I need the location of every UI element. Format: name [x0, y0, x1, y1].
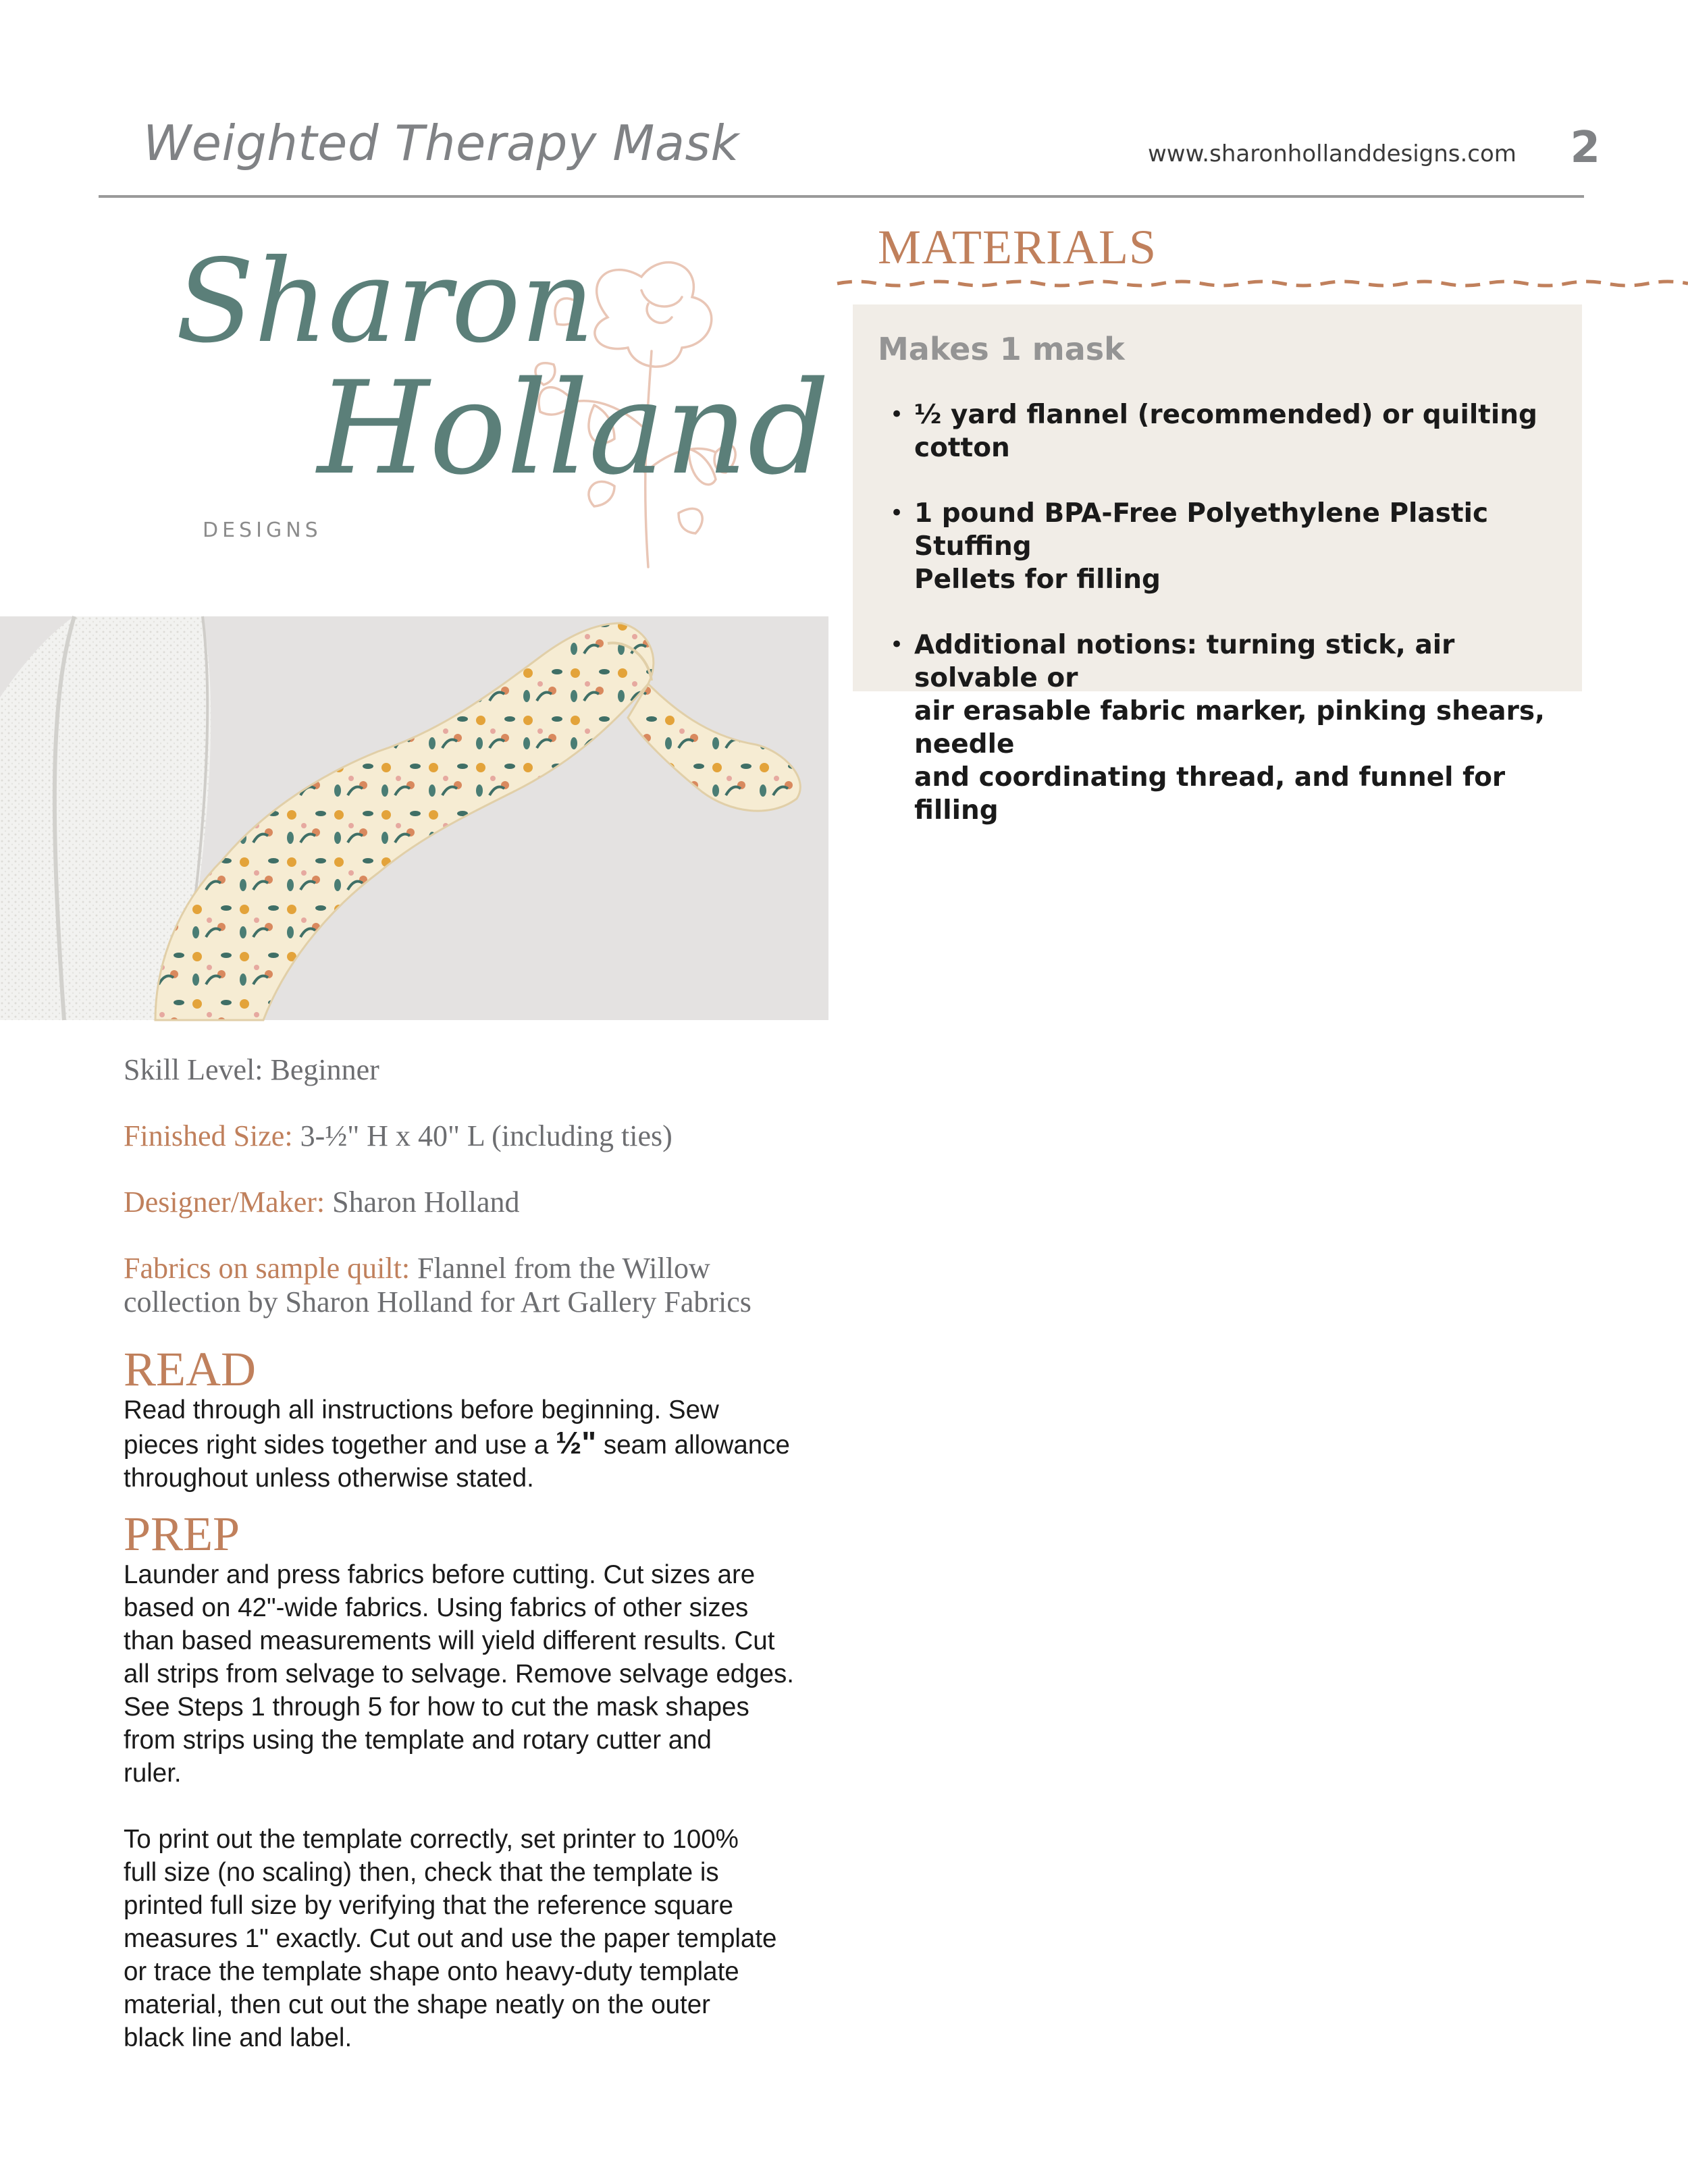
material-line: air erasable fabric marker, pinking shears, needle — [914, 696, 1545, 760]
bullet-icon: • — [890, 401, 904, 428]
prep-line: To print out the template correctly, set printer to 100% — [124, 1825, 739, 1854]
logo-text-designs: DESIGNS — [203, 518, 322, 542]
project-details — [124, 1053, 839, 1352]
read-line: pieces right sides together and use a — [124, 1431, 556, 1460]
read-line: Read through all instructions before beginning. Sew — [124, 1395, 719, 1424]
mask-on-towel-photo — [0, 616, 828, 1020]
designer — [124, 1186, 839, 1219]
read-heading: READ — [124, 1342, 256, 1396]
prep-line: See Steps 1 through 5 for how to cut the mask shapes — [124, 1693, 749, 1722]
page-number: 2 — [1570, 123, 1600, 173]
prep-line: black line and label. — [124, 2023, 352, 2052]
logo-text-holland: Holland — [317, 354, 830, 503]
prep-line: printed full size by verifying that the reference square — [124, 1891, 734, 1920]
finished-size — [124, 1119, 839, 1153]
read-line: seam allowance — [596, 1431, 790, 1460]
list-item — [890, 398, 1585, 464]
material-line: and coordinating thread, and funnel for filling — [914, 762, 1506, 826]
prep-heading: PREP — [124, 1507, 240, 1561]
finished-size-label: Finished Size: — [124, 1119, 293, 1152]
seam-allowance-value: ½" — [555, 1425, 597, 1460]
prep-line: based on 42"-wide fabrics. Using fabrics of other sizes — [124, 1593, 749, 1622]
prep-line: ruler. — [124, 1759, 182, 1788]
prep-line: measures 1" exactly. Cut out and use the paper template — [124, 1924, 777, 1953]
logo-text-sharon: Sharon — [176, 235, 595, 369]
list-item — [890, 629, 1585, 827]
fabrics-value: Flannel from the Willow — [410, 1252, 710, 1285]
list-item — [890, 497, 1585, 596]
read-line: throughout unless otherwise stated. — [124, 1464, 534, 1493]
bullet-icon: • — [890, 500, 904, 527]
material-line: ½ yard flannel (recommended) or quilting cotton — [914, 400, 1537, 463]
prep-section — [124, 1507, 839, 2054]
prep-paragraph-1 — [124, 1558, 839, 1790]
header-divider — [99, 195, 1584, 198]
fabrics-value-continued: collection by Sharon Holland for Art Gallery Fabrics — [124, 1285, 751, 1319]
prep-line: than based measurements will yield different results. Cut — [124, 1626, 775, 1655]
prep-line: Launder and press fabrics before cutting. Cut sizes are — [124, 1560, 756, 1589]
document-title: Weighted Therapy Mask — [143, 115, 739, 171]
website-url[interactable]: www.sharonhollanddesigns.com — [1148, 140, 1516, 167]
prep-line: material, then cut out the shape neatly on the outer — [124, 1990, 710, 2019]
dashed-divider — [837, 277, 1688, 290]
floral-logo-graphic — [176, 230, 830, 608]
bullet-icon: • — [890, 631, 904, 658]
prep-line: all strips from selvage to selvage. Remove selvage edges. — [124, 1659, 794, 1688]
sharon-holland-logo — [176, 230, 830, 608]
designer-value: Sharon Holland — [325, 1186, 520, 1219]
product-photo — [0, 616, 828, 1020]
prep-paragraph-2 — [124, 1823, 839, 2054]
read-section — [124, 1342, 839, 1495]
materials-divider — [837, 277, 1688, 290]
material-line: Additional notions: turning stick, air solvable or — [914, 630, 1455, 693]
designer-label: Designer/Maker: — [124, 1186, 325, 1219]
skill-level: Skill Level: Beginner — [124, 1053, 379, 1086]
materials-heading: MATERIALS — [878, 220, 1157, 274]
prep-line: from strips using the template and rotary cutter and — [124, 1726, 712, 1755]
yield-label: Makes 1 mask — [878, 331, 1125, 367]
finished-size-value: 3-½" H x 40" L (including ties) — [292, 1119, 672, 1152]
material-line: Pellets for filling — [914, 564, 1161, 595]
prep-line: full size (no scaling) then, check that the template is — [124, 1858, 719, 1887]
materials-list — [890, 398, 1585, 859]
fabrics — [124, 1252, 839, 1319]
prep-line: or trace the template shape onto heavy-duty template — [124, 1957, 739, 1986]
read-text — [124, 1393, 839, 1495]
material-line: 1 pound BPA-Free Polyethylene Plastic Stuffing — [914, 498, 1489, 562]
fabrics-label: Fabrics on sample quilt: — [124, 1252, 411, 1285]
